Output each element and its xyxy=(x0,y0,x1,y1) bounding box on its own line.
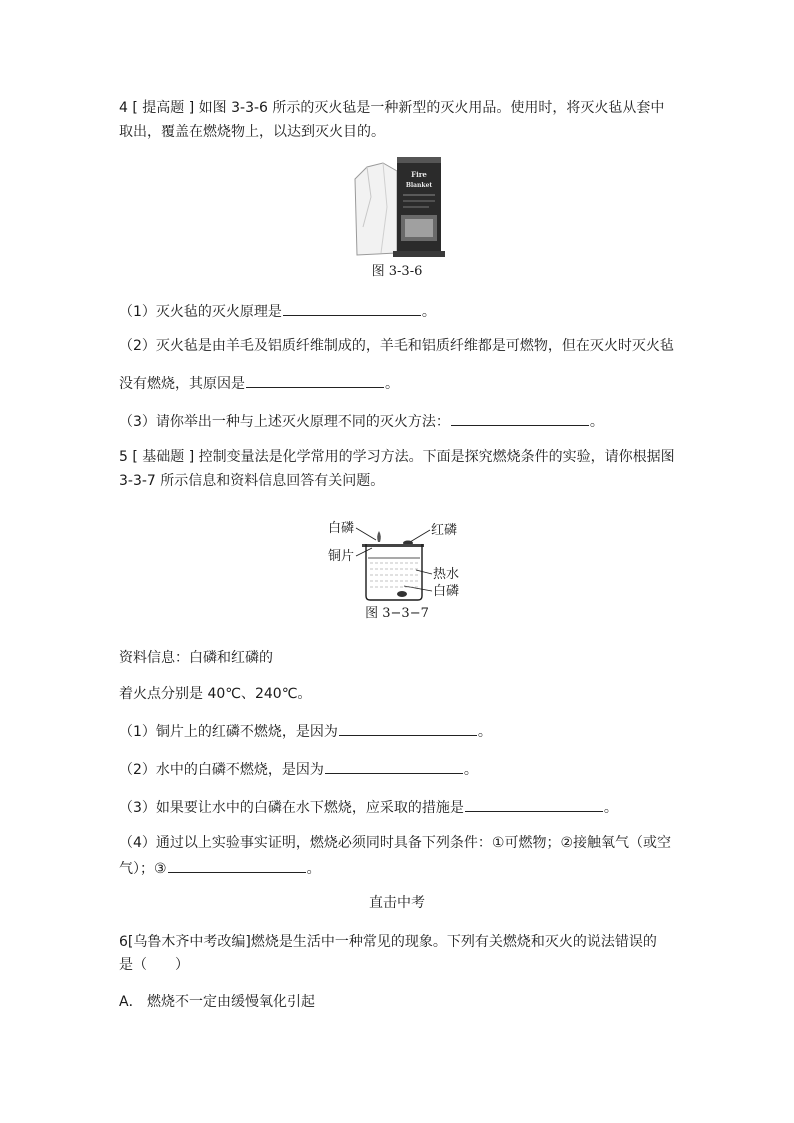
fire-blanket-image xyxy=(353,157,445,259)
q4-sub2-text: 没有燃烧，其原因是 xyxy=(119,376,245,392)
q5-sub2-text: （2）水中的白磷不燃烧，是因为 xyxy=(119,762,324,778)
q5-stem-text1: 控制变量法是化学常用的学习方法。下面是探究燃烧条件的实验，请你根据图 xyxy=(198,449,675,465)
q4-sub1-text: （1）灭火毡的灭火原理是 xyxy=(119,304,282,320)
q5-sub4-line1: （4）通过以上实验事实证明，燃烧必须同时具备下列条件：①可燃物；②接触氧气（或空 xyxy=(119,835,672,851)
q4-sub2-line2 xyxy=(119,372,399,394)
q5-sub2 xyxy=(119,758,478,780)
q4-sub1 xyxy=(119,300,436,322)
q5-sub2-blank[interactable] xyxy=(325,758,463,774)
label-hot-water: 热水 xyxy=(433,567,460,582)
q4-stem-line1 xyxy=(119,98,664,118)
q5-figure-caption: 图 3−3−7 xyxy=(365,606,429,621)
q5-figure xyxy=(326,518,476,604)
q4-sub1-end: 。 xyxy=(421,304,436,320)
q6-stem-line1 xyxy=(119,932,657,952)
label-white-phosphorus-top: 白磷 xyxy=(328,521,355,536)
q5-sub4-end: 。 xyxy=(306,861,321,877)
q5-sub4-text: 气）；③ xyxy=(119,861,167,877)
q4-stem-line2: 取出，覆盖在燃烧物上，以达到灭火目的。 xyxy=(119,124,385,140)
q5-sub3-end: 。 xyxy=(603,800,618,816)
q5-stem-line1 xyxy=(119,447,675,467)
q4-sub2-end: 。 xyxy=(385,376,399,392)
q5-sub1-blank[interactable] xyxy=(339,720,477,736)
q5-info-line2: 着火点分别是 40℃、240℃。 xyxy=(119,686,312,702)
q5-sub4-line2 xyxy=(119,857,321,879)
q4-sub2-blank[interactable] xyxy=(246,372,384,388)
label-red-phosphorus: 红磷 xyxy=(431,523,458,538)
q4-sub2-line1: （2）灭火毡是由羊毛及铝质纤维制成的，羊毛和铝质纤维都是可燃物，但在灭火时灭火毡 xyxy=(119,338,674,354)
q6-stem-text1: 燃烧是生活中一种常见的现象。下列有关燃烧和灭火的说法错误的 xyxy=(250,934,657,950)
q5-sub1-end: 。 xyxy=(477,724,492,740)
q4-sub1-blank[interactable] xyxy=(283,300,421,316)
q4-figure-caption: 图 3-3-6 xyxy=(371,264,423,279)
label-white-phosphorus-bottom: 白磷 xyxy=(433,584,460,599)
q4-sub3 xyxy=(119,410,604,432)
package-text-blanket: Blanket xyxy=(405,182,433,189)
q5-number: 5 xyxy=(119,449,128,465)
q5-sub2-end: 。 xyxy=(463,762,478,778)
q4-number: 4 xyxy=(119,100,128,116)
label-copper-sheet: 铜片 xyxy=(328,549,355,564)
q4-sub3-blank[interactable] xyxy=(451,410,589,426)
q4-figure xyxy=(353,157,445,259)
q6-option-a[interactable]: A． 燃烧不一定由缓慢氧化引起 xyxy=(119,994,316,1010)
q5-sub4-blank[interactable] xyxy=(168,857,306,873)
q6-stem-line2: 是（ ） xyxy=(119,957,189,973)
q5-stem-line2: 3-3-7 所示信息和资料信息回答有关问题。 xyxy=(119,473,385,489)
q4-stem-text1: 如图 3-3-6 所示的灭火毡是一种新型的灭火用品。使用时，将灭火毡从套中 xyxy=(198,100,665,116)
q5-sub3-text: （3）如果要让水中的白磷在水下燃烧，应采取的措施是 xyxy=(119,800,464,816)
q4-tag: [ 提高题 ] xyxy=(132,100,195,116)
q6-tag: [乌鲁木齐中考改编] xyxy=(127,934,251,950)
q5-sub3 xyxy=(119,796,618,818)
q5-info-line1: 资料信息：白磷和红磷的 xyxy=(119,650,273,666)
combustion-experiment-diagram xyxy=(326,518,476,604)
q4-sub3-end: 。 xyxy=(589,414,604,430)
q5-tag: [ 基础题 ] xyxy=(132,449,195,465)
q5-sub3-blank[interactable] xyxy=(465,796,603,812)
q6-number: 6 xyxy=(119,934,128,950)
q4-sub3-text: （3）请你举出一种与上述灭火原理不同的灭火方法： xyxy=(119,414,450,430)
q5-sub1-text: （1）铜片上的红磷不燃烧，是因为 xyxy=(119,724,338,740)
package-text-fire: Fire xyxy=(411,170,427,179)
q5-sub1 xyxy=(119,720,492,742)
section-title: 直击中考 xyxy=(369,895,425,911)
